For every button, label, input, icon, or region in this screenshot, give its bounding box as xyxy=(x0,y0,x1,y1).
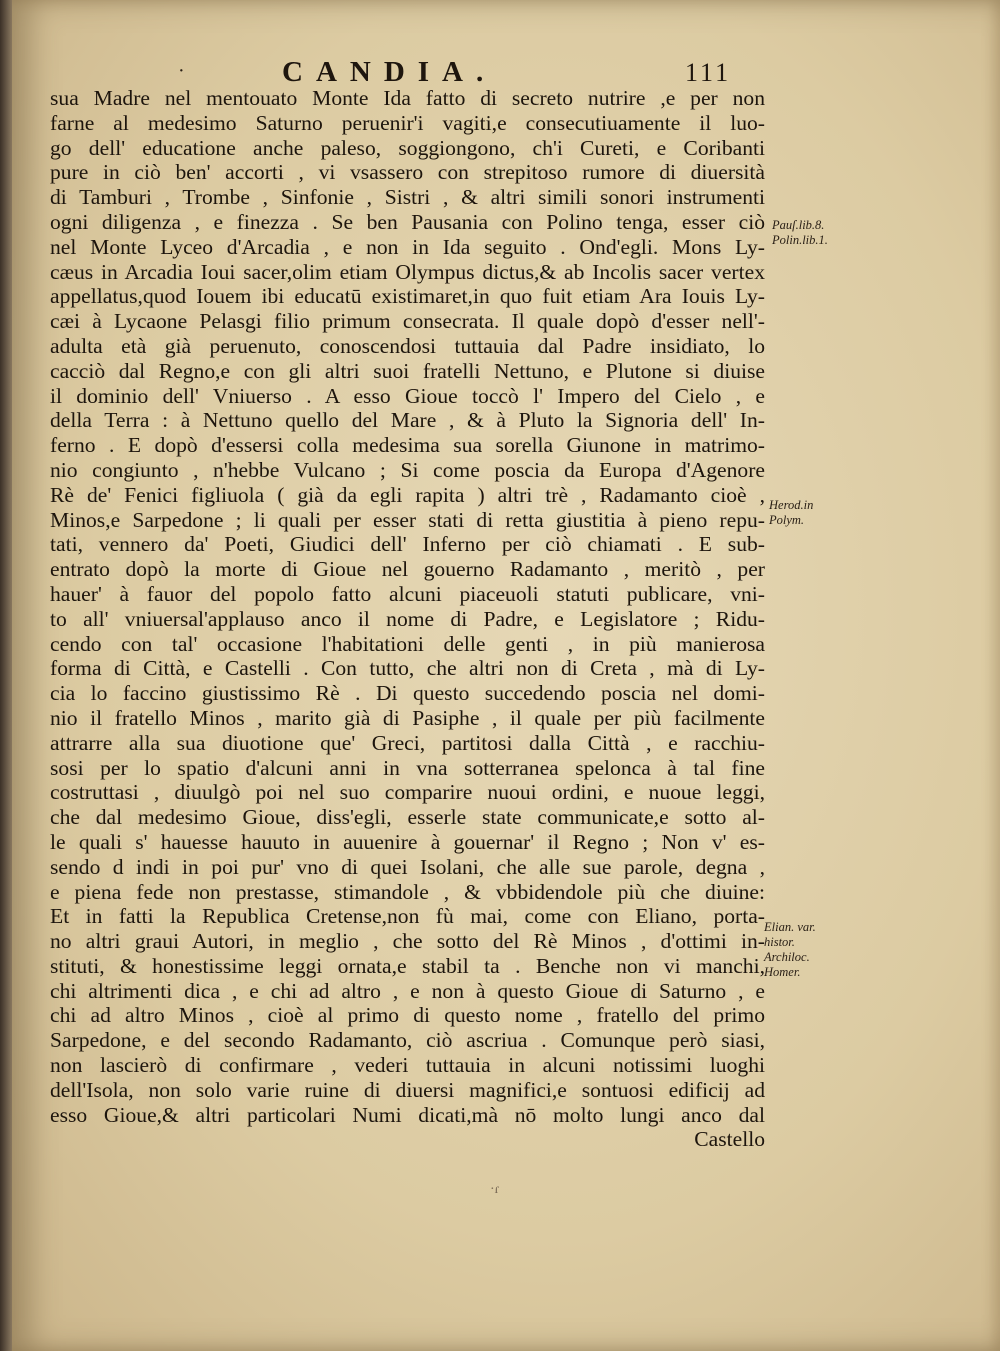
text-line: entrato dopò la morte di Gioue nel gouerno Radamanto , meritò , per xyxy=(50,557,765,582)
marginal-note-pausania xyxy=(772,218,862,248)
text-line: sosi per lo spatio d'alcuni anni in vna sotterranea spelonca à tal fine xyxy=(50,755,765,780)
text-line: cendo con tal' occasione l'habitationi delle genti , in più manierosa xyxy=(50,631,765,656)
text-line: ferno . E dopò d'essersi colla medesima sua sorella Giunone in matrimo- xyxy=(50,433,765,458)
marginal-note-eliano xyxy=(764,920,864,980)
book-page xyxy=(12,0,1000,1351)
text-line: Castello xyxy=(694,1127,765,1152)
text-line: esso Gioue,& altri particolari Numi dicati,mà nō molto lungi anco dal xyxy=(50,1102,765,1127)
text-line: e piena fede non prestasse, stimandole , & vbbidendole più che diuine: xyxy=(50,879,765,904)
marginal-note-line: Polym. xyxy=(769,513,805,527)
text-line: chi ad altro Minos , cioè al primo di questo nome , fratello del primo xyxy=(50,1003,765,1028)
text-line: forma di Città, e Castelli . Con tutto, che altri non di Creta , mà di Ly- xyxy=(50,656,765,681)
text-line: il dominio dell' Vniuerso . A esso Gioue toccò l' Impero del Cielo , e xyxy=(50,383,765,408)
text-line: hauer' à fauor del popolo fatto alcuni piaceuoli statuti publicare, vni- xyxy=(50,581,765,606)
text-line: le quali s' hauesse hauuto in auuenire à gouernar' il Regno ; Non v' es- xyxy=(50,829,765,854)
running-title: CANDIA. xyxy=(282,56,497,88)
marginal-note-line: histor. xyxy=(764,935,795,949)
marginal-note-line: Elian. var. xyxy=(764,920,816,934)
text-line: costruttasi , diuulgò poi nel suo comparire nuoui ordini, e nuoue leggi, xyxy=(50,780,765,805)
text-line: appellatus,quod Iouem ibi educatū existimaret,in quo fuit etiam Ara Iouis Ly- xyxy=(50,284,765,309)
text-line: go dell' educatione anche paleso, soggiongono, ch'i Cureti, e Coribanti xyxy=(50,135,765,160)
page-number: 111 xyxy=(685,58,732,87)
text-line: pure in ciò ben' accorti , vi vsassero con strepitoso rumore di diuersità xyxy=(50,160,765,185)
text-line: nel Monte Lyceo d'Arcadia , e non in Ida seguito . Ond'egli. Mons Ly- xyxy=(50,234,765,259)
text-line: cia lo faccino giustissimo Rè . Di questo succedendo poscia nel domi- xyxy=(50,681,765,706)
text-line: cæi à Lycaone Pelasgi filio primum consecrata. Il quale dopò d'esser nell'- xyxy=(50,309,765,334)
marginal-note-herodotus xyxy=(769,498,859,528)
text-line: Minos,e Sarpedone ; li quali per esser stati di retta giustitia à pieno repu- xyxy=(50,507,765,532)
marginal-note-line: Homer. xyxy=(764,965,801,979)
text-line: stituti, & honestissime leggi ornata,e stabil ta . Benche non vi manchi, xyxy=(50,953,765,978)
text-line: nio il fratello Minos , marito già di Pasiphe , il quale per più facilmente xyxy=(50,705,765,730)
ink-smudge: ·ɾ xyxy=(490,1182,500,1197)
text-line: farne al medesimo Saturno peruenir'i vagiti,e consecutiuamente il luo- xyxy=(50,110,765,135)
text-line: tati, vennero da' Poeti, Giudici dell' Inferno per ciò chiamati . E sub- xyxy=(50,532,765,557)
marginal-note-line: Herod.in xyxy=(769,498,814,512)
text-line: to all' vniuersal'applauso anco il nome di Padre, e Legislatore ; Ridu- xyxy=(50,606,765,631)
text-line: chi altrimenti dica , e chi ad altro , e non à questo Gioue di Saturno , e xyxy=(50,978,765,1003)
header-mark: · xyxy=(178,60,185,82)
text-line: attrarre alla sua diuotione que' Greci, partitosi dalla Città , e racchiu- xyxy=(50,730,765,755)
text-line: dell'Isola, non solo varie ruine di diuersi magnifici,e sontuosi edificij ad xyxy=(50,1077,765,1102)
text-line: della Terra : à Nettuno quello del Mare , & à Pluto la Signoria dell' In- xyxy=(50,408,765,433)
text-line: sua Madre nel mentouato Monte Ida fatto di secreto nutrire ,e per non xyxy=(50,86,765,110)
text-line: adulta età già peruenuto, conoscendosi tuttauia dal Padre insidiato, lo xyxy=(50,333,765,358)
text-line: che dal medesimo Gioue, diss'egli, esserle state communicate,e sotto al- xyxy=(50,805,765,830)
text-line: nio congiunto , n'hebbe Vulcano ; Si come poscia da Europa d'Agenore xyxy=(50,457,765,482)
text-line: cæus in Arcadia Ioui sacer,olim etiam Olympus dictus,& ab Incolis sacer vertex xyxy=(50,259,765,284)
text-line: Et in fatti la Republica Cretense,non fù mai, come con Eliano, porta- xyxy=(50,904,765,929)
text-line: ogni diligenza , e finezza . Se ben Pausania con Polino tenga, esser ciò xyxy=(50,209,765,234)
text-line: no altri graui Autori, in meglio , che sotto del Rè Minos , d'ottimi in- xyxy=(50,929,765,954)
marginal-note-line: Pauſ.lib.8. xyxy=(772,218,825,232)
marginal-note-line: Archiloc. xyxy=(764,950,810,964)
text-line: Sarpedone, e del secondo Radamanto, ciò ascriua . Comunque però siasi, xyxy=(50,1028,765,1053)
text-line: cacciò dal Regno,e con gli altri suoi fratelli Nettuno, e Plutone si diuise xyxy=(50,358,765,383)
body-text xyxy=(50,86,765,1152)
text-line: di Tamburi , Trombe , Sinfonie , Sistri , & altri simili sonori instrumenti xyxy=(50,185,765,210)
text-line: non lascierò di confirmare , vederi tuttauia in alcuni notissimi luoghi xyxy=(50,1053,765,1078)
text-line: sendo d indi in poi pur' vno di quei Isolani, che alle sue parole, degna , xyxy=(50,854,765,879)
marginal-note-line: Polin.lib.1. xyxy=(772,233,828,247)
text-line: Rè de' Fenici figliuola ( già da egli rapita ) altri trè , Radamanto cioè , xyxy=(50,482,765,507)
